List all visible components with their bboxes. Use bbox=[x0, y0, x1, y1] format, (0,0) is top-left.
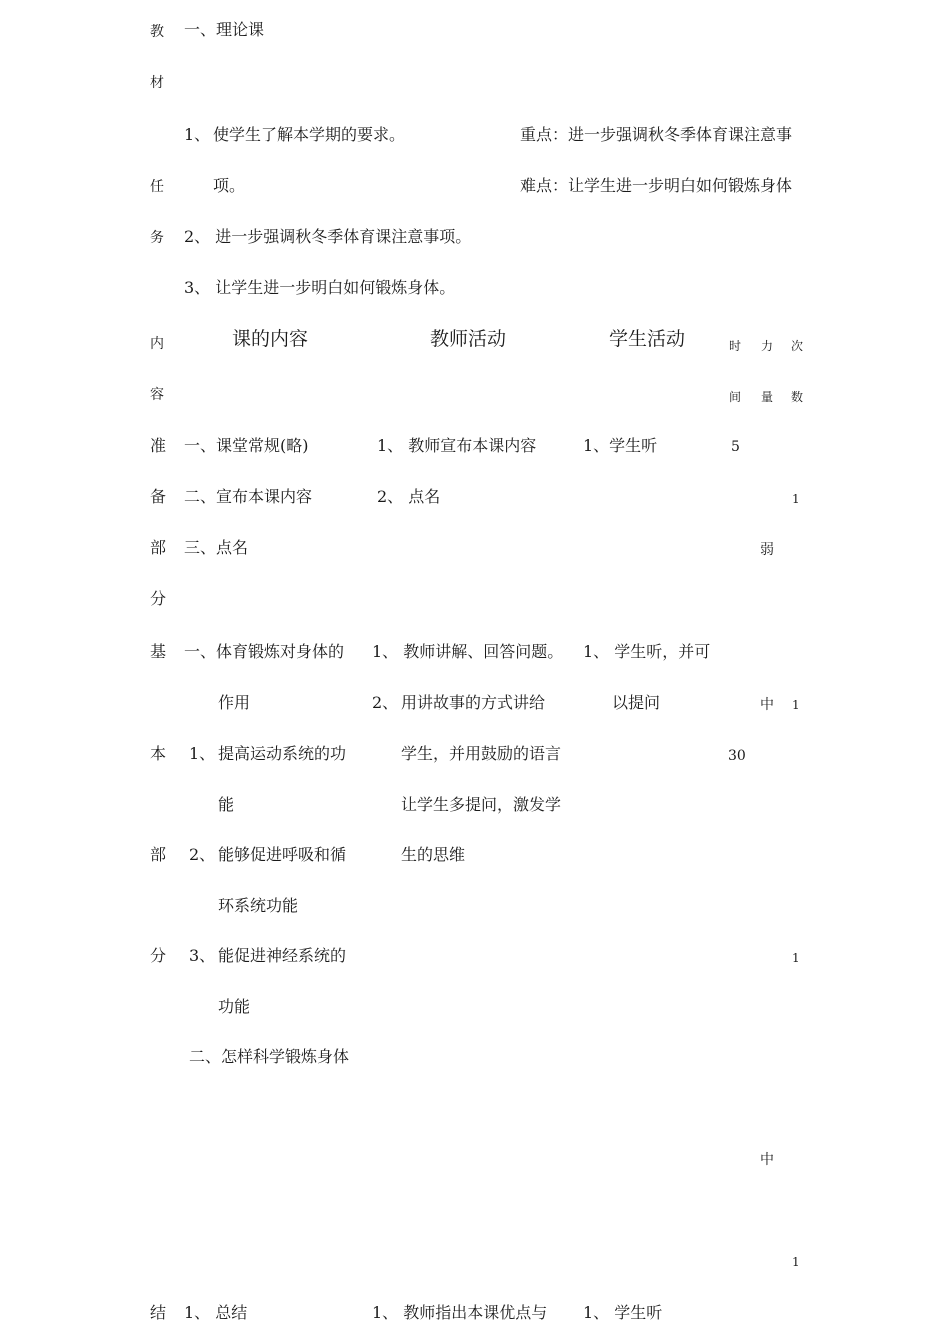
basic-sub2-cont: 环系统功能 bbox=[218, 896, 299, 915]
basic-label: 部 bbox=[150, 845, 167, 864]
ending-teacher: 1、 教师指出本课优点与 bbox=[372, 1303, 548, 1322]
prep-teacher-item: 1、 教师宣布本课内容 bbox=[377, 436, 537, 455]
material-label-2: 材 bbox=[150, 75, 164, 91]
col-header-count: 次 bbox=[791, 339, 804, 353]
col-header-intensity-2: 量 bbox=[761, 390, 774, 404]
ending-content: 1、 总结 bbox=[184, 1303, 248, 1322]
basic-content-1-cont: 作用 bbox=[218, 693, 251, 712]
task-label: 任 bbox=[150, 179, 164, 195]
basic-label: 本 bbox=[150, 744, 167, 763]
basic-teacher-line: 学生，并用鼓励的语言 bbox=[401, 744, 562, 763]
task-item1-line1: 使学生了解本学期的要求。 bbox=[213, 125, 406, 144]
content-label-2: 容 bbox=[150, 387, 164, 403]
prep-student: 1、学生听 bbox=[583, 436, 658, 455]
basic-sub2: 能够促进呼吸和循 bbox=[218, 845, 347, 864]
col-header-student: 学生活动 bbox=[609, 328, 686, 350]
prep-label: 备 bbox=[150, 487, 167, 506]
task-item2: 2、 进一步强调秋冬季体育课注意事项。 bbox=[184, 227, 472, 246]
task-label-2: 务 bbox=[150, 230, 164, 246]
basic-content-1: 一、体育锻炼对身体的 bbox=[184, 642, 345, 661]
material-content: 一、理论课 bbox=[184, 20, 265, 39]
content-label: 内 bbox=[150, 336, 164, 352]
col-header-time: 时 bbox=[729, 339, 742, 353]
task-item1-num: 1、 bbox=[184, 125, 211, 144]
task-difficulty: 难点：让学生进一步明白如何锻炼身体 bbox=[520, 176, 793, 195]
basic-teacher-1: 1、 教师讲解、回答问题。 bbox=[372, 642, 564, 661]
basic-student: 1、 学生听，并可 bbox=[583, 642, 711, 661]
basic-teacher-2-num: 2、 bbox=[372, 693, 399, 712]
basic-student-cont: 以提问 bbox=[612, 693, 661, 712]
basic-sub3-num: 3、 bbox=[189, 946, 216, 965]
basic-count: 1 bbox=[792, 698, 800, 712]
ending-student: 1、 学生听 bbox=[583, 1303, 663, 1322]
basic-sub1-cont: 能 bbox=[218, 795, 235, 814]
prep-content-item: 二、宣布本课内容 bbox=[184, 487, 313, 506]
col-header-content: 课的内容 bbox=[232, 328, 309, 350]
prep-label: 分 bbox=[150, 589, 167, 608]
basic-intensity-2: 中 bbox=[760, 1152, 774, 1168]
basic-count-3: 1 bbox=[792, 1255, 800, 1269]
basic-sub2-num: 2、 bbox=[189, 845, 216, 864]
basic-content-2: 二、怎样科学锻炼身体 bbox=[189, 1047, 350, 1066]
basic-sub1-num: 1、 bbox=[189, 744, 216, 763]
basic-label: 基 bbox=[150, 642, 167, 661]
basic-label: 分 bbox=[150, 946, 167, 965]
col-header-teacher: 教师活动 bbox=[430, 328, 507, 350]
basic-sub3: 能促进神经系统的 bbox=[218, 946, 347, 965]
basic-sub1: 提高运动系统的功 bbox=[218, 744, 347, 763]
basic-teacher-line: 用讲故事的方式讲给 bbox=[401, 693, 546, 712]
prep-content-item: 一、课堂常规(略) bbox=[184, 436, 309, 455]
prep-teacher-item: 2、 点名 bbox=[377, 487, 441, 506]
basic-time: 30 bbox=[728, 748, 746, 764]
prep-time: 5 bbox=[731, 439, 740, 455]
basic-sub3-cont: 功能 bbox=[218, 997, 251, 1016]
prep-count: 1 bbox=[792, 492, 800, 506]
basic-teacher-line: 让学生多提问，激发学 bbox=[401, 795, 562, 814]
task-item1-line2: 项。 bbox=[213, 176, 246, 195]
basic-teacher-line: 生的思维 bbox=[401, 845, 466, 864]
basic-intensity: 中 bbox=[760, 697, 774, 713]
task-item3: 3、 让学生进一步明白如何锻炼身体。 bbox=[184, 278, 456, 297]
task-key-point: 重点：进一步强调秋冬季体育课注意事 bbox=[520, 125, 793, 144]
prep-content-item: 三、点名 bbox=[184, 538, 249, 557]
ending-label: 结 bbox=[150, 1303, 167, 1322]
prep-label: 准 bbox=[150, 436, 167, 455]
prep-intensity: 弱 bbox=[760, 542, 774, 558]
basic-count-2: 1 bbox=[792, 951, 800, 965]
col-header-count-2: 数 bbox=[791, 390, 804, 404]
col-header-intensity: 力 bbox=[761, 339, 774, 353]
col-header-time-2: 间 bbox=[729, 390, 742, 404]
prep-label: 部 bbox=[150, 538, 167, 557]
material-label: 教 bbox=[150, 24, 164, 40]
